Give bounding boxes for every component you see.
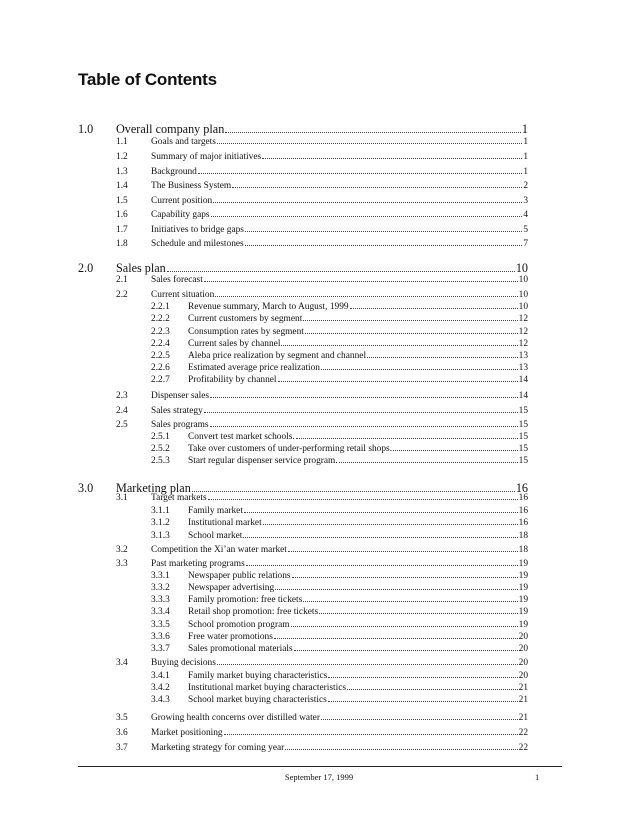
toc-entry-page-number: 18 [518,545,528,555]
toc-entry[interactable] [151,432,528,442]
toc-entry-number: 3.4.3 [151,695,170,705]
toc-entry[interactable] [151,506,528,516]
toc-entry-page-number: 21 [518,713,528,723]
dot-leader [243,537,517,538]
toc-entry-page-number: 18 [518,531,528,541]
toc-entry-number: 1.1 [116,137,128,147]
dot-leader [198,173,522,174]
dot-leader [263,524,518,525]
toc-entry[interactable] [151,339,528,349]
toc-entry-number: 2.5.2 [151,444,170,454]
toc-entry-page-number: 14 [518,391,528,401]
dot-leader [275,589,517,590]
dot-leader [285,749,517,750]
toc-entry-title[interactable]: Sales forecast [151,275,203,285]
dot-leader [245,231,522,232]
footer-rule [78,766,562,767]
toc-entry-number: 3.3.1 [151,571,170,581]
toc-entry-title[interactable]: Sales strategy [151,406,203,416]
dot-leader [281,345,517,346]
toc-entry-number: 1.6 [116,210,128,220]
dot-leader [204,412,518,413]
toc-entry-title[interactable]: Marketing strategy for coming year [151,743,285,753]
toc-entry[interactable] [116,210,528,220]
dot-leader [278,381,518,382]
toc-entry[interactable] [78,261,528,276]
dot-leader [303,320,517,321]
toc-entry-number: 2.5 [116,420,128,430]
toc-entry-title[interactable]: Institutional market buying characteristics [188,683,347,693]
toc-entry-title[interactable]: Background [151,167,197,177]
toc-entry-number: 3.4 [116,658,128,668]
toc-entry-page-number: 1 [523,152,528,162]
toc-entry-title[interactable]: Schedule and milestones [151,239,244,249]
toc-entry[interactable] [151,583,528,593]
toc-entry[interactable] [116,181,528,191]
toc-entry-title[interactable]: Overall company plan [116,122,225,136]
toc-entry-page-number: 1 [523,167,528,177]
toc-entry[interactable] [78,122,528,137]
toc-entry[interactable] [151,671,528,681]
toc-entry-title[interactable]: Family market [188,506,243,516]
toc-entry[interactable] [151,632,528,642]
dot-leader [321,369,518,370]
toc-entry-title[interactable]: Competition the Xi’an water market [151,545,287,555]
toc-entry-title[interactable]: Current sales by channel [188,339,281,349]
dot-leader [225,132,521,133]
footer-page-number: 1 [535,772,540,782]
toc-entry-number: 2.5.3 [151,456,170,466]
toc-entry-title[interactable]: Buying decisions [151,658,216,668]
toc-entry-title[interactable]: Retail shop promotion: free tickets [188,607,319,617]
toc-entry[interactable] [116,137,528,147]
toc-entry-title[interactable]: School promotion program [188,620,290,630]
dot-leader [303,601,517,602]
toc-entry[interactable] [116,545,528,555]
toc-entry-title[interactable]: Family promotion: free tickets [188,595,303,605]
toc-entry-title[interactable]: Newspaper public relations [188,571,291,581]
toc-entry[interactable] [151,531,528,541]
toc-entry-number: 2.2.2 [151,314,170,324]
footer-date: September 17, 1999 [284,772,354,782]
toc-entry-title[interactable]: Profitability by channel [188,375,277,385]
dot-leader [292,577,518,578]
toc-entry-page-number: 15 [518,406,528,416]
dot-leader [232,187,522,188]
toc-entry-number: 3.3.2 [151,583,170,593]
toc-entry-title[interactable]: School market [188,531,243,541]
toc-entry-page-number: 16 [518,518,528,528]
toc-entry-number: 2.5.1 [151,432,170,442]
toc-entry-title[interactable]: Consumption rates by segment [188,327,304,337]
toc-entry-title[interactable]: Marketing plan [116,481,191,495]
toc-entry-title[interactable]: Capability gaps [151,210,210,220]
toc-entry-title[interactable]: Market positioning [151,728,223,738]
dot-leader [367,357,518,358]
dot-leader [305,333,518,334]
toc-entry[interactable] [151,351,528,361]
toc-entry-number: 3.5 [116,713,128,723]
toc-entry-number: 1.3 [116,167,128,177]
toc-entry-page-number: 22 [518,728,528,738]
toc-entry-number: 2.3 [116,391,128,401]
toc-entry-page-number: 19 [518,620,528,630]
toc-entry-page-number: 10 [518,290,528,300]
dot-leader [213,202,522,203]
toc-entry-number: 3.7 [116,743,128,753]
toc-entry-title[interactable]: Sales plan [116,261,166,275]
toc-entry[interactable] [116,290,528,300]
toc-entry-number: 3.3.5 [151,620,170,630]
toc-entry-page-number: 1 [521,122,528,136]
toc-entry[interactable] [151,363,528,373]
toc-entry-number: 2.4 [116,406,128,416]
toc-entry[interactable] [116,196,528,206]
toc-entry-number: 3.2 [116,545,128,555]
dot-leader [393,450,518,451]
toc-entry[interactable] [151,456,528,466]
toc-entry-title[interactable]: Convert test market schools. [188,432,295,442]
dot-leader [217,143,522,144]
toc-entry-page-number: 10 [518,302,528,312]
toc-entry-number: 3.3.3 [151,595,170,605]
toc-entry[interactable] [151,302,528,312]
toc-entry-page-number: 19 [518,583,528,593]
dot-leader [224,734,518,735]
toc-entry-number: 2.2.5 [151,351,170,361]
toc-entry[interactable] [116,493,528,503]
toc-entry-title[interactable]: Past marketing programs [151,559,245,569]
toc-entry-number: 3.1 [116,493,128,503]
toc-entry-page-number: 21 [518,683,528,693]
toc-entry-title[interactable]: Current position [151,196,213,206]
toc-entry-number: 2.2.6 [151,363,170,373]
dot-leader [347,689,518,690]
toc-entry-page-number: 15 [518,456,528,466]
toc-entry-page-number: 15 [518,444,528,454]
toc-entry[interactable] [151,595,528,605]
toc-entry[interactable] [151,620,528,630]
toc-entry-number: 2.2 [116,290,128,300]
dot-leader [244,512,518,513]
toc-entry[interactable] [116,406,528,416]
toc-entry-title[interactable]: Institutional market [188,518,262,528]
toc-entry[interactable] [116,658,528,668]
toc-entry-page-number: 20 [518,658,528,668]
toc-entry-page-number: 3 [523,196,528,206]
toc-entry[interactable] [151,571,528,581]
toc-entry-page-number: 14 [518,375,528,385]
toc-entry-page-number: 20 [518,671,528,681]
toc-entry-number: 1.8 [116,239,128,249]
dot-leader [262,158,522,159]
toc-entry-page-number: 12 [518,339,528,349]
toc-entry-page-number: 20 [518,644,528,654]
toc-entry-page-number: 15 [518,432,528,442]
dot-leader [204,281,518,282]
toc-entry-page-number: 19 [518,595,528,605]
toc-entry-title[interactable]: Aleba price realization by segment and channel [188,351,367,361]
toc-entry[interactable] [151,375,528,385]
toc-entry-page-number: 16 [518,493,528,503]
toc-entry-number: 2.2.4 [151,339,170,349]
toc-entry-title[interactable]: Current customers by segment [188,314,303,324]
toc-entry[interactable] [116,420,528,430]
toc-entry-title[interactable]: The Business System [151,181,232,191]
toc-entry[interactable] [116,275,528,285]
toc-entry-title[interactable]: Take over customers of under-performing retail shops. [188,444,393,454]
toc-entry-page-number: 10 [518,275,528,285]
toc-entry-number: 1.4 [116,181,128,191]
dot-leader [217,664,518,665]
toc-entry-page-number: 2 [523,181,528,191]
toc-entry-number: 3.4.1 [151,671,170,681]
toc-entry[interactable] [116,743,528,753]
toc-entry-title[interactable]: Revenue summary, March to August, 1999 [188,302,349,312]
toc-entry[interactable] [151,327,528,337]
toc-entry-page-number: 7 [523,239,528,249]
toc-entry-number: 3.4.2 [151,683,170,693]
toc-entry-title[interactable]: Initiatives to bridge gaps [151,225,244,235]
dot-leader [328,701,518,702]
dot-leader [291,626,518,627]
dot-leader [246,565,518,566]
toc-entry-number: 1.2 [116,152,128,162]
toc-entry-number: 3.3.6 [151,632,170,642]
dot-leader [215,296,517,297]
dot-leader [245,245,523,246]
toc-entry[interactable] [151,644,528,654]
toc-entry-page-number: 19 [518,607,528,617]
toc-entry-page-number: 21 [518,695,528,705]
toc-entry-page-number: 16 [518,506,528,516]
toc-entry-title[interactable]: Free water promotions [188,632,273,642]
toc-entry-page-number: 12 [518,327,528,337]
dot-leader [211,216,523,217]
toc-entry-page-number: 1 [523,137,528,147]
toc-entry-page-number: 12 [518,314,528,324]
toc-entry[interactable] [151,683,528,693]
dot-leader [274,638,518,639]
toc-entry-number: 3.3.7 [151,644,170,654]
dot-leader [192,491,515,492]
toc-entry[interactable] [116,152,528,162]
toc-entry-title[interactable]: Start regular dispenser service program. [188,456,338,466]
toc-entry-number: 1.0 [78,122,94,136]
toc-entry-number: 1.7 [116,225,128,235]
toc-entry-page-number: 20 [518,632,528,642]
toc-entry-title[interactable]: Growing health concerns over distilled water [151,713,320,723]
toc-entry[interactable] [116,728,528,738]
toc-entry-number: 2.2.7 [151,375,170,385]
toc-entry-page-number: 16 [515,481,528,495]
dot-leader [321,719,518,720]
toc-entry-page-number: 5 [523,225,528,235]
toc-entry-number: 3.3 [116,559,128,569]
toc-entry-number: 2.1 [116,275,128,285]
dot-leader [167,271,515,272]
toc-entry[interactable] [116,713,528,723]
dot-leader [294,650,518,651]
toc-entry-page-number: 19 [518,559,528,569]
dot-leader [210,426,518,427]
toc-entry-page-number: 13 [518,363,528,373]
toc-entry-title[interactable]: Newspaper advertising [188,583,275,593]
toc-entry[interactable] [116,167,528,177]
toc-entry-title[interactable]: School market buying characteristics [188,695,327,705]
toc-entry-title[interactable]: Family market buying characteristics [188,671,328,681]
page-title: Table of Contents [78,70,217,89]
dot-leader [350,308,518,309]
dot-leader [328,677,517,678]
toc-entry-title[interactable]: Sales promotional materials [188,644,293,654]
toc-entry[interactable] [151,607,528,617]
toc-entry-title[interactable]: Goals and targets [151,137,216,147]
dot-leader [319,613,517,614]
toc-entry[interactable] [151,695,528,705]
toc-entry-page-number: 10 [515,261,528,275]
toc-entry-page-number: 13 [518,351,528,361]
toc-entry-number: 2.2.1 [151,302,170,312]
toc-entry-number: 3.1.2 [151,518,170,528]
dot-leader [339,462,518,463]
toc-entry-number: 3.1.3 [151,531,170,541]
toc-entry-page-number: 15 [518,420,528,430]
toc-entry[interactable] [151,518,528,528]
toc-entry-number: 1.5 [116,196,128,206]
toc-entry-number: 2.2.3 [151,327,170,337]
toc-entry-number: 2.0 [78,261,94,275]
toc-entry-number: 3.0 [78,481,94,495]
toc-entry[interactable] [116,559,528,569]
toc-entry-title[interactable]: Target markets [151,493,207,503]
toc-entry-page-number: 22 [518,743,528,753]
toc-entry[interactable] [151,314,528,324]
toc-entry-title[interactable]: Summary of major initiatives [151,152,262,162]
toc-entry-number: 3.6 [116,728,128,738]
dot-leader [208,499,518,500]
dot-leader [296,438,518,439]
dot-leader [210,397,518,398]
toc-entry[interactable] [116,239,528,249]
toc-entry-title[interactable]: Current situation [151,290,215,300]
toc-entry[interactable] [151,444,528,454]
toc-entry[interactable] [116,225,528,235]
toc-entry-title[interactable]: Sales programs [151,420,209,430]
toc-entry-page-number: 4 [523,210,528,220]
toc-entry-number: 3.3.4 [151,607,170,617]
toc-entry-title[interactable]: Dispenser sales [151,391,210,401]
dot-leader [288,551,518,552]
toc-entry[interactable] [116,391,528,401]
toc-entry-page-number: 19 [518,571,528,581]
toc-entry-number: 3.1.1 [151,506,170,516]
toc-entry-title[interactable]: Estimated average price realization [188,363,320,373]
